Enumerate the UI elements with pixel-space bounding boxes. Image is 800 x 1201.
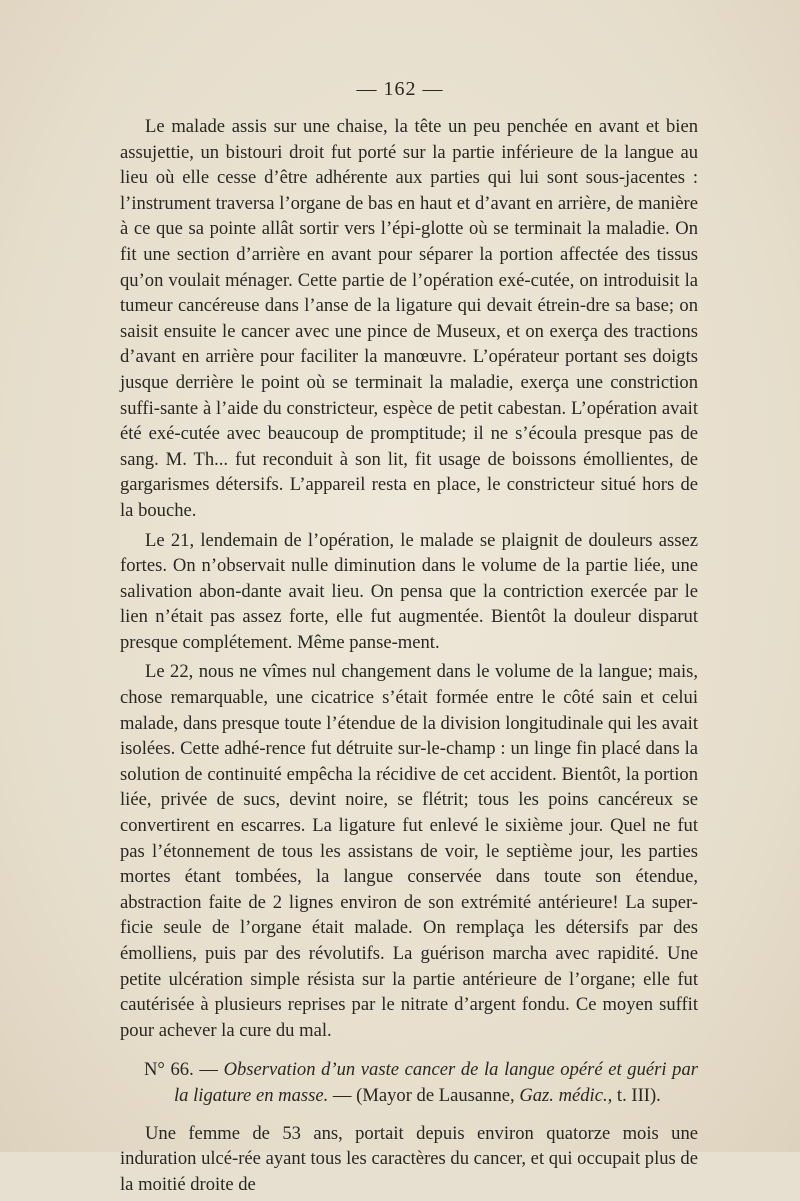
paragraph: Une femme de 53 ans, portait depuis environ quatorze mois une induration ulcé-rée ayant tous les caractères du cancer, et qui occupait plus de la moitié droite de [120,1122,698,1195]
observation-source-prefix: — (Mayor de Lausanne, [332,1084,515,1106]
observation-source-suffix: t. III). [616,1084,661,1106]
paragraph: Le 21, lendemain de l’opération, le malade se plaignit de douleurs assez fortes. On n’observait nulle diminution dans le volume de la partie liée, une salivation abon-dante avait lieu. On pensa que la contriction exercée par le lien n’était pas assez forte, elle fut augmentée. Bientôt la douleur disparut presque complétement. Même panse-ment. [120,529,698,653]
observation-title: Observation d’un vaste cancer de la langue opéré et guéri par la ligature en masse. [174,1059,698,1106]
paragraph: Le 22, nous ne vîmes nul changement dans le volume de la langue; mais, chose remarquable, une cicatrice s’était formée entre le côté sain et celui malade, dans presque toute l’étendue de la division longitudinale qui les avait isolées. Cette adhé-rence fut détruite sur-le-champ : un linge fin placé dans la solution de continuité empêcha la récidive de cet accident. Bientôt, la portion liée, privée de sucs, devint noire, se flétrit; tous les poins cancéreux se convertirent en escarres. La ligature fut enlevé le sixième jour. Quel ne fut pas l’étonnement de tous les assistans de voir, le septième jour, les parties mortes étant tombées, la langue conservée dans toute son étendue, abstraction faite de 2 lignes environ de son extrémité antérieure! La super-ficie seule de l’organe était malade. On remplaça les détersifs par des émolliens, puis par des révolutifs. La guérison marcha avec rapidité. Une petite ulcération simple résista sur la partie antérieure de l’organe; elle fut cautérisée à plusieurs reprises par le nitrate d’argent fondu. Ce moyen suffit pour achever la cure du mal. [120,661,698,1041]
paragraph: Le malade assis sur une chaise, la tête un peu penchée en avant et bien assujettie, un bistouri droit fut porté sur la partie inférieure de la langue au lieu où elle cesse d’être adhérente aux parties qui lui sont sous-jacentes : l’instrument traversa l’organe de bas en haut et d’avant en arrière, de manière à ce que sa pointe allât sortir vers l’épi-glotte où se terminait la maladie. On fit une section d’arrière en avant pour séparer la portion affectée des tissus qu’on voulait ménager. Cette partie de l’opération exé-cutée, on introduisit la tumeur cancéreuse dans l’anse de la ligature qui devait étrein-dre sa base; on saisit ensuite le cancer avec une pince de Museux, et on exerça des tractions d’avant en arrière pour faciliter la manœuvre. L’opérateur portant ses doigts jusque derrière le point où se terminait la maladie, exerça une constriction suffi-sante à l’aide du constricteur, espèce de petit cabestan. L’opération avait été exé-cutée avec beaucoup de promptitude; il ne s’écoula presque pas de sang. M. Th... fut reconduit à son lit, fit usage de boissons émollientes, de gargarismes détersifs. L’appareil resta en place, le constricteur situé hors de la bouche. [120,116,698,521]
observation-number: N° 66. — [144,1059,218,1081]
observation-heading [120,1057,698,1108]
observation-source-journal: Gaz. médic., [519,1084,613,1106]
body-text [120,114,698,1201]
page-number: — 162 — [356,78,444,100]
